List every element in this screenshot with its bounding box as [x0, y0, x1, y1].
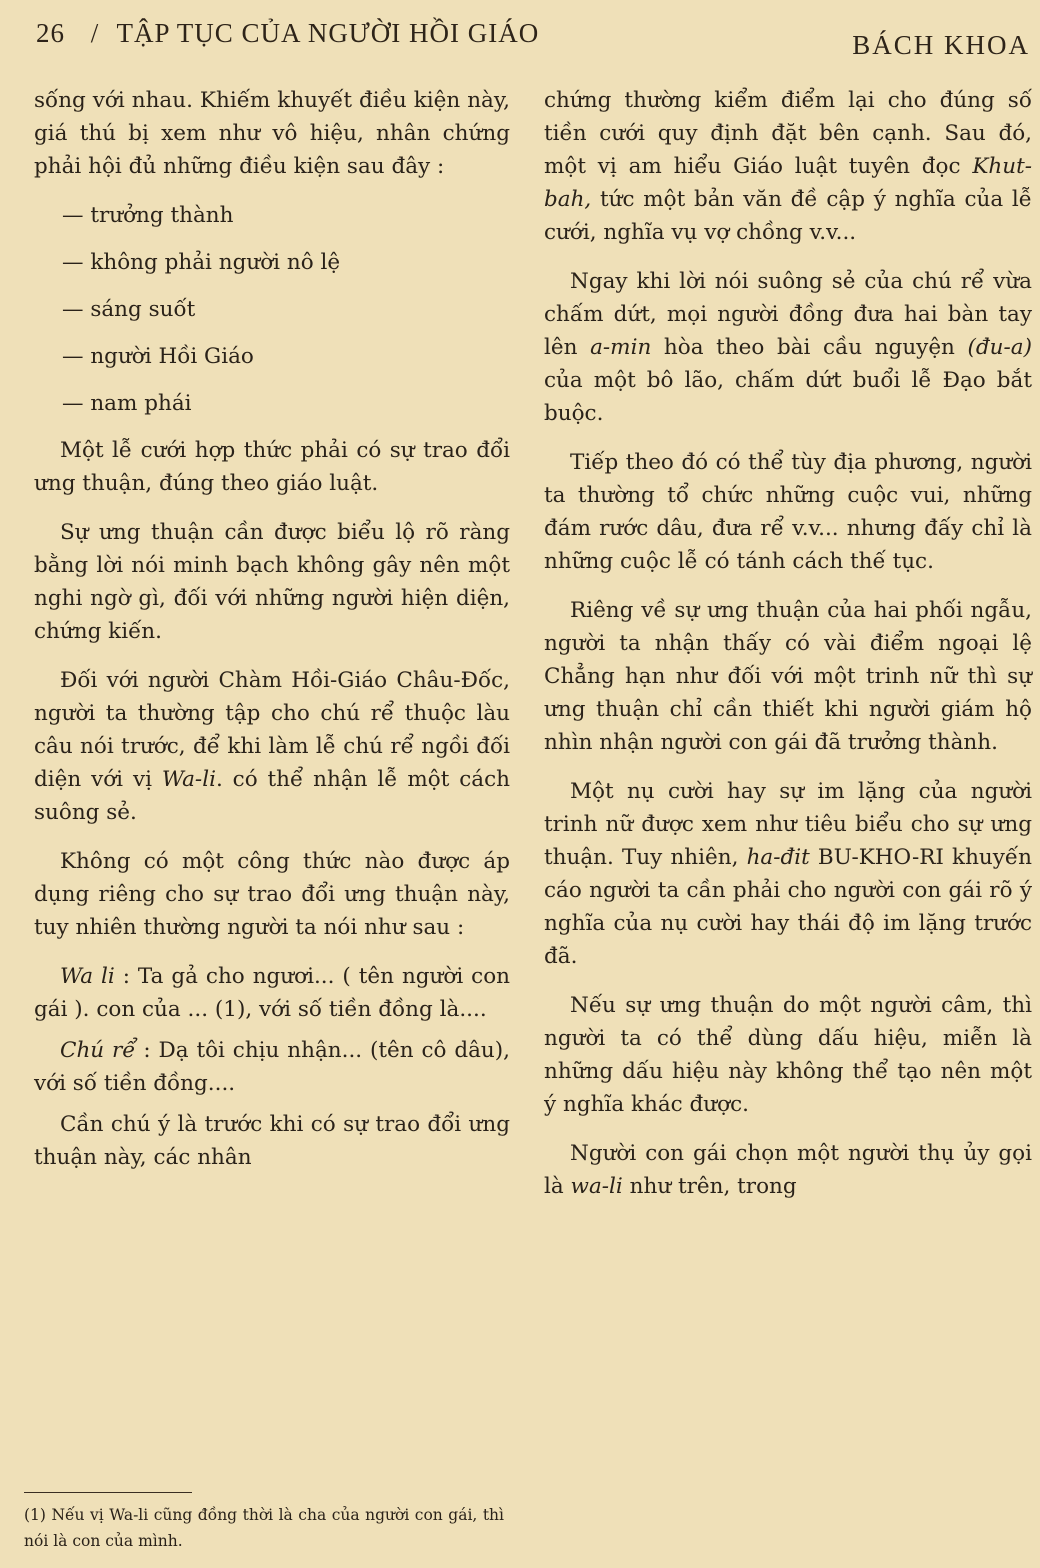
text-run: chứng thường kiểm điểm lại cho đúng số tiền cưới quy định đặt bên cạnh. Sau đó, một vị am hiểu Giáo luật tuyên đọc: [544, 88, 1032, 179]
dialogue-line-wali: [34, 960, 510, 1026]
right-column: [544, 84, 1032, 1219]
italic-term: a-min: [590, 335, 652, 360]
header-left: [36, 18, 539, 49]
text-run: . có thể nhận lễ một cách suông sẻ.: [34, 767, 510, 825]
list-item: — sáng suốt: [62, 297, 196, 322]
witness-conditions-list: [62, 199, 510, 420]
list-item: — người Hồi Giáo: [62, 344, 254, 369]
paragraph: Riêng về sự ưng thuận của hai phối ngẫu, người ta nhận thấy có vài điểm ngoại lệ Chẳng hạn như đối với một trinh nữ thì sự ưng thuận chỉ cần thiết khi người giám hộ nhìn nhận người con gái đã trưởng thành.: [544, 598, 1032, 755]
italic-term: ha-đit: [746, 845, 810, 870]
paragraph: Một lễ cưới hợp thức phải có sự trao đổi ưng thuận, đúng theo giáo luật.: [34, 438, 510, 496]
text-run: của một bô lão, chấm dứt buổi lễ Đạo bắt buộc.: [544, 368, 1032, 426]
paragraph: Không có một công thức nào được áp dụng riêng cho sự trao đổi ưng thuận này, tuy nhiên thường người ta nói như sau :: [34, 849, 510, 940]
paragraph: [544, 775, 1032, 973]
text-run: như trên, trong: [622, 1174, 797, 1199]
text-run: Một nụ cười hay sự im lặng của người trinh nữ được xem như tiêu biểu cho sự ưng thuận. Tuy nhiên,: [544, 779, 1032, 870]
list-item: — không phải người nô lệ: [62, 250, 341, 275]
paragraph: Tiếp theo đó có thể tùy địa phương, người ta thường tổ chức những cuộc vui, những đám rước dâu, đưa rể v.v... nhưng đấy chỉ là những cuộc lễ có tánh cách thế tục.: [544, 450, 1032, 574]
dialogue-line-groom: [34, 1034, 510, 1100]
text-run: BU-KHO-RI khuyến cáo người ta cần phải cho người con gái rõ ý nghĩa của nụ cười hay thái độ im lặng trước đã.: [544, 845, 1032, 969]
italic-term: wa-li: [570, 1174, 623, 1199]
italic-term: Wa-li: [161, 767, 216, 792]
paragraph: [544, 1137, 1032, 1203]
running-title: TẬP TỤC CỦA NGƯỜI HỒI GIÁO: [116, 18, 540, 48]
text-run: hòa theo bài cầu nguyện: [651, 335, 955, 360]
paragraph: [544, 265, 1032, 430]
paragraph: Cần chú ý là trước khi có sự trao đổi ưng thuận này, các nhân: [34, 1112, 510, 1170]
paragraph: Nếu sự ưng thuận do một người câm, thì người ta có thể dùng dấu hiệu, miễn là những dấu hiệu này không thể tạo nên một ý nghĩa khác được.: [544, 993, 1032, 1117]
dialogue-text: : Dạ tôi chịu nhận... (tên cô dâu), với số tiền đồng....: [34, 1038, 510, 1096]
left-column: [34, 84, 510, 1190]
italic-term: (đu-a): [967, 335, 1032, 360]
text-run: Ngay khi lời nói suông sẻ của chú rể vừa chấm dứt, mọi người đồng đưa hai bàn tay lên: [544, 269, 1032, 360]
text-run: tức một bản văn đề cập ý nghĩa của lễ cưới, nghĩa vụ vợ chồng v.v...: [544, 187, 1032, 245]
paragraph: Sự ưng thuận cần được biểu lộ rõ ràng bằng lời nói minh bạch không gây nên một nghi ngờ gì, đối với những người hiện diện, chứng kiến.: [34, 520, 510, 644]
footnote-divider: [24, 1492, 192, 1493]
list-item: — nam phái: [62, 391, 192, 416]
page-number: 26: [36, 18, 65, 48]
journal-name: BÁCH KHOA: [852, 30, 1030, 60]
page-header: [36, 18, 1030, 62]
text-run: Đối với người Chàm Hồi-Giáo Châu-Đốc, người ta thường tập cho chú rể thuộc làu câu nói trước, để khi làm lễ chú rể ngồi đối diện với vị: [34, 668, 510, 792]
speaker-label: Chú rể: [60, 1038, 136, 1063]
paragraph: [34, 664, 510, 829]
speaker-label: Wa li: [60, 964, 115, 989]
paragraph: sống với nhau. Khiếm khuyết điều kiện này, giá thú bị xem như vô hiệu, nhân chứng phải hội đủ những điều kiện sau đây :: [34, 88, 510, 179]
paragraph: [544, 84, 1032, 249]
header-separator: /: [90, 18, 100, 48]
italic-term: Khut-bah,: [544, 154, 1032, 212]
list-item: — trưởng thành: [62, 203, 234, 228]
text-run: Người con gái chọn một người thụ ủy gọi là: [544, 1141, 1032, 1199]
footnote: (1) Nếu vị Wa-li cũng đồng thời là cha của người con gái, thì nói là con của mình.: [24, 1506, 504, 1550]
dialogue-text: : Ta gả cho ngươi... ( tên người con gái ). con của ... (1), với số tiền đồng là....: [34, 964, 511, 1022]
